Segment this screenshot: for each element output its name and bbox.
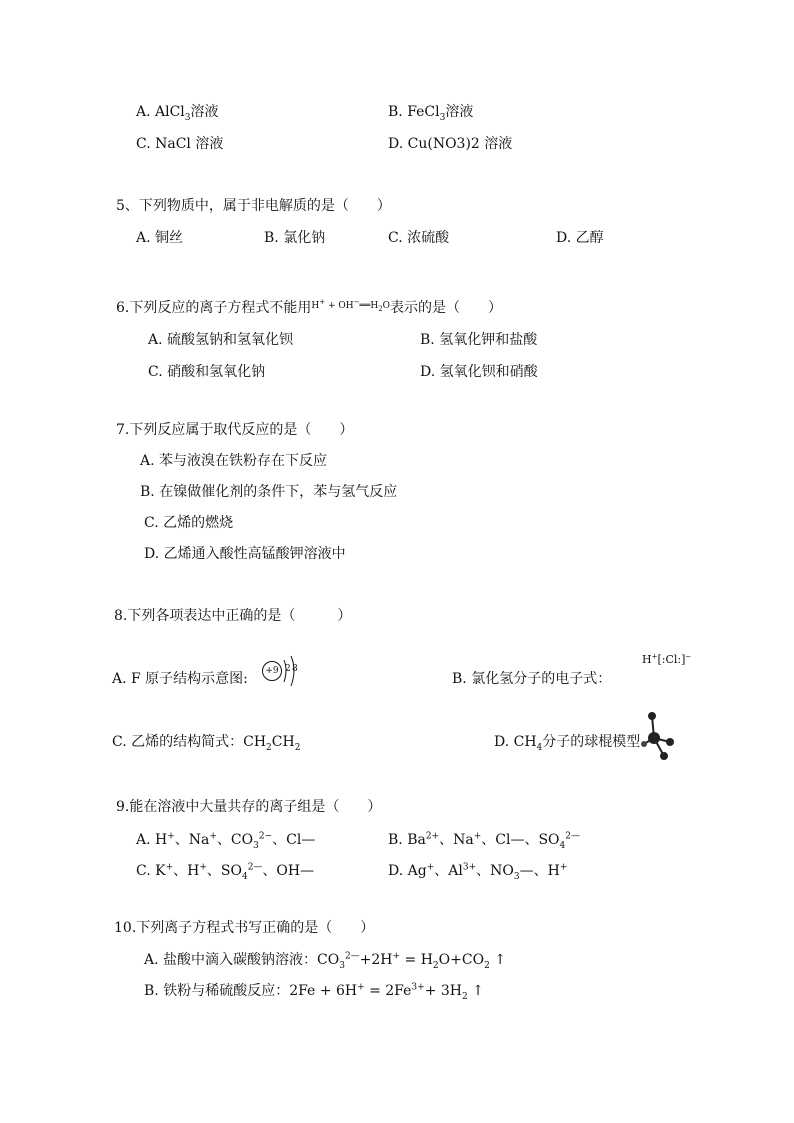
q8-option-c: C. 乙烯的结构简式：$CH_2CH_2$ (112, 734, 301, 753)
q9-option-d: D. Ag+、$Al^{3+}$、$NO_3—$、H+ (388, 862, 568, 882)
q10-option-a: A. 盐酸中滴入碳酸钠溶液：$CO_3^{2—}+2H^+ = H_2O+CO_2$ ↑ (144, 951, 506, 971)
q5-option-c: C. 浓硫酸 (388, 230, 450, 246)
q6-stem: 6.下列反应的离子方程式不能用$^{H^+ + OH^-══H_2O}$表示的是（ ） (116, 298, 503, 316)
q5-option-d: D. 乙醇 (556, 230, 604, 246)
hcl-electron-formula: H+[:Cl:]− (642, 652, 692, 666)
shell-2-count: 8 (292, 664, 298, 674)
q4-option-d: D. Cu(NO3)2 溶液 (388, 136, 513, 152)
q6-option-b: B. 氢氧化钾和盐酸 (420, 332, 538, 348)
q9-option-c: C. K+、H+、$SO_4^{2—}$、OH— (136, 862, 315, 882)
q5-option-a: A. 铜丝 (136, 230, 184, 246)
q6-option-c: C. 硝酸和氢氧化钠 (148, 364, 266, 380)
q10-stem: 10.下列离子方程式书写正确的是（ ） (114, 920, 375, 936)
q6-option-d: D. 氢氧化钡和硝酸 (420, 364, 538, 380)
q7-option-d: D. 乙烯通入酸性高锰酸钾溶液中 (144, 546, 346, 562)
q7-stem: 7.下列反应属于取代反应的是（ ） (116, 422, 354, 438)
q8-stem: 8.下列各项表达中正确的是（ ） (114, 608, 352, 624)
q8-option-a: A. F 原子结构示意图: (112, 671, 248, 687)
ionic-equation: H+ + OH−══H2O (311, 298, 391, 313)
q7-option-c: C. 乙烯的燃烧 (144, 515, 234, 531)
q9-stem: 9.能在溶液中大量共存的离子组是（ ） (116, 799, 382, 815)
q6-option-a: A. 硫酸氢钠和氢氧化钡 (148, 332, 294, 348)
q10-option-b: B. 铁粉与稀硫酸反应：$2Fe + 6H^+ = 2Fe^{3+}+ 3H_2$ ↑ (144, 982, 484, 1002)
q8-option-d: D. $CH_4$分子的球棍模型 (494, 734, 641, 753)
q4-option-c: C. NaCl 溶液 (136, 136, 224, 152)
q5-option-b: B. 氯化钠 (264, 230, 326, 246)
q5-stem: 5、下列物质中，属于非电解质的是（ ） (116, 198, 391, 214)
q7-option-a: A. 苯与液溴在铁粉存在下反应 (140, 453, 328, 469)
q4-option-b: B. FeCl$_3$溶液 (388, 104, 474, 123)
ethylene-formula: $CH_2CH_2$ (243, 734, 301, 753)
q4-option-a: A. AlCl$_3$溶液 (136, 104, 219, 123)
methane-ball-stick-model (638, 708, 682, 760)
q7-option-b: B. 在镍做催化剂的条件下，苯与氢气反应 (140, 484, 398, 500)
atom-structure-diagram (260, 654, 304, 688)
q9-option-a: A. H+、Na+、$CO_3^{2-}$、Cl— (136, 831, 316, 851)
q9-option-b: B. $Ba^{2+}$、Na+、Cl—、$SO_4^{2—}$ (388, 831, 580, 851)
nucleus-circle: +9 (262, 661, 282, 681)
shell-1-count: 2 (285, 664, 291, 674)
q8-option-b: B. 氯化氢分子的电子式： (452, 671, 612, 687)
